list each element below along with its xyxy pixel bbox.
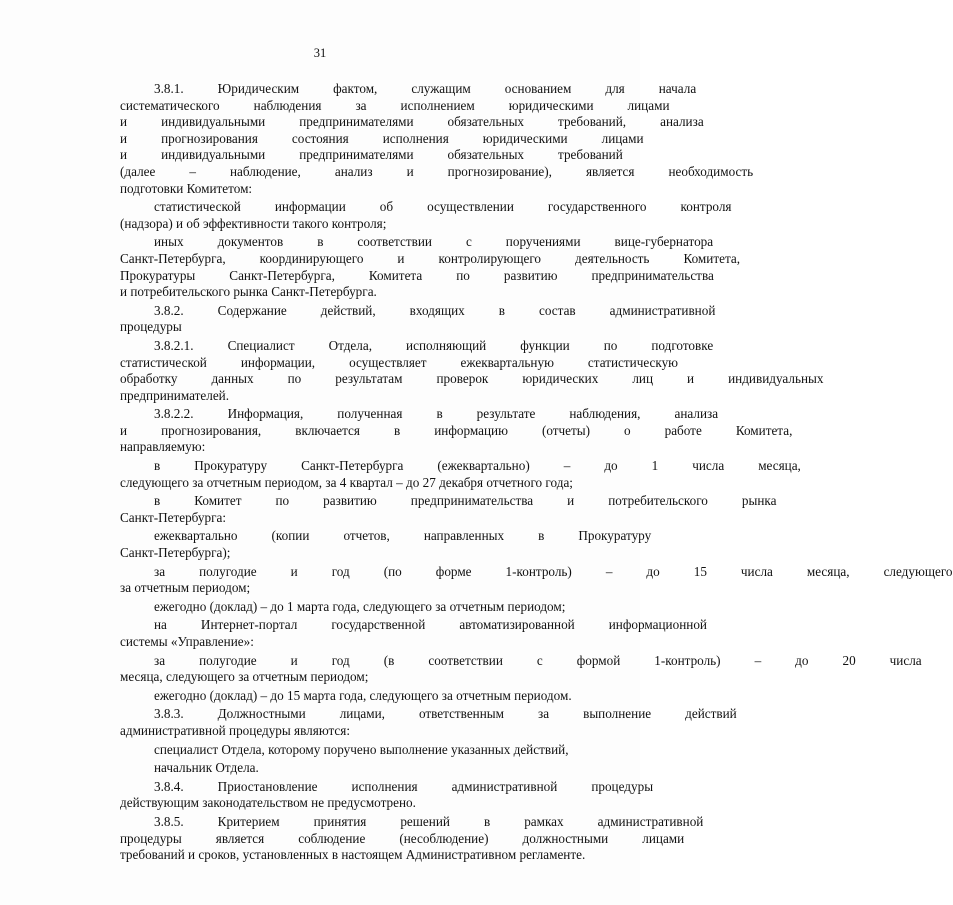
word: с [536, 652, 543, 668]
word: – [563, 458, 571, 474]
word: 3.8.5. [154, 813, 184, 829]
paragraph-p-polugodie1 [86, 563, 953, 597]
word: и [397, 250, 405, 266]
word: Санкт-Петербурга [301, 458, 404, 474]
word: исполнения [351, 778, 418, 794]
word: за [538, 706, 550, 722]
word: – [189, 163, 196, 179]
word: ежеквартальную [460, 354, 554, 370]
word: Комитета, [683, 250, 741, 266]
word: наблюдения [253, 97, 322, 113]
word: ежеквартально [154, 528, 238, 544]
word: о [624, 422, 631, 438]
word: Должностными [217, 706, 306, 722]
word: соблюдение [298, 830, 366, 846]
text-line [86, 493, 777, 510]
word: работе [664, 422, 702, 438]
word: информацию [434, 422, 508, 438]
text-line: процедуры [120, 319, 182, 335]
text-line [86, 130, 644, 148]
word: наблюдения, [569, 406, 641, 422]
word: индивидуальными [161, 114, 266, 130]
word: полугодие [199, 563, 257, 579]
text-line: (надзора) и об эффективности такого контроля; [120, 215, 387, 231]
word: числа [740, 563, 773, 579]
text-line [86, 563, 953, 581]
word: (ежеквартально) [437, 458, 530, 474]
text-line [86, 163, 754, 181]
text-line: действующим законодательством не предусмотрено. [120, 795, 416, 811]
word: – [605, 563, 613, 579]
word: об [379, 199, 394, 215]
word: поручениями [505, 234, 581, 250]
word: автоматизированной [459, 617, 575, 633]
word: следующего [883, 563, 953, 579]
word: Прокуратуру [194, 458, 268, 474]
word: осуществляет [349, 354, 427, 370]
word: информации, [240, 354, 316, 370]
word: за [154, 652, 166, 668]
text-line [86, 199, 732, 216]
text-line: начальник Отдела. [154, 760, 259, 776]
word: 3.8.1. [154, 81, 184, 96]
paragraph-p3-8-1 [86, 81, 754, 197]
word: 3.8.4. [154, 778, 184, 794]
text-line [86, 354, 679, 372]
word: контролирующего [438, 250, 541, 266]
word: необходимость [668, 163, 754, 179]
word: данных [211, 371, 254, 387]
word: до [795, 652, 809, 668]
text-line [86, 778, 654, 796]
word: информации [274, 199, 346, 215]
word: в [154, 493, 161, 509]
document-body [86, 81, 953, 864]
word: и [687, 371, 695, 387]
paragraph-p-spec [86, 742, 598, 759]
word: в [498, 302, 506, 318]
word: деятельность [575, 250, 650, 266]
text-line: системы «Управление»: [120, 634, 254, 649]
text-line [86, 706, 737, 723]
word: год [331, 652, 350, 668]
word: лицами, [339, 706, 385, 722]
word: юридическими [508, 97, 594, 113]
word: по [456, 267, 470, 283]
word: результатам [335, 371, 403, 387]
word: исполнения [382, 130, 449, 146]
word: принятия [313, 813, 367, 829]
word: ответственным [418, 706, 505, 722]
paragraph-p3-8-4 [86, 778, 654, 812]
word: действий, [320, 302, 376, 318]
paragraph-p3-8-2-2 [86, 406, 793, 456]
word: 1 [651, 458, 659, 474]
word: осуществлении [427, 199, 514, 215]
word: (несоблюдение) [399, 830, 489, 846]
word: и [120, 422, 128, 438]
word: в [393, 422, 401, 438]
word: лицами [642, 830, 685, 846]
text-line [86, 617, 707, 634]
word: предпринимательства [591, 267, 714, 283]
word: выполнение [583, 706, 652, 722]
word: развитию [323, 493, 377, 509]
word: Комитет [194, 493, 242, 509]
word: должностными [522, 830, 609, 846]
word: с [465, 234, 472, 250]
word: полученная [337, 406, 403, 422]
word: координирующего [259, 250, 364, 266]
word: начала [658, 81, 697, 96]
word: обязательных [447, 147, 525, 163]
word: Информация, [227, 406, 304, 422]
word: 3.8.2.1. [154, 337, 194, 353]
word: по [287, 371, 302, 387]
text-line [86, 422, 793, 440]
text-line [86, 250, 741, 268]
word: обязательных [447, 114, 525, 130]
word: состав [539, 302, 576, 318]
word: и [567, 493, 575, 509]
word: (отчеты) [541, 422, 591, 438]
word: состояния [291, 130, 349, 146]
word: 20 [842, 652, 856, 668]
paragraph-p-polugodie2 [86, 652, 922, 686]
word: отчетов, [343, 528, 390, 544]
word: Интернет-портал [200, 617, 298, 633]
word: решений [400, 813, 450, 829]
word: рынка [741, 493, 777, 509]
word: прогнозирования [161, 130, 258, 146]
word: фактом, [333, 81, 378, 96]
paragraph-p-inyh [86, 234, 741, 300]
word: входящих [409, 302, 465, 318]
word: в [538, 528, 545, 544]
word: в [317, 234, 324, 250]
word: обработку [120, 371, 178, 387]
word: результате [476, 406, 536, 422]
word: развитию [503, 267, 558, 283]
word: статистическую [587, 354, 679, 370]
word: и [120, 147, 128, 163]
word: 3.8.2. [154, 302, 184, 318]
word: анализа [660, 114, 704, 130]
word: процедуры [591, 778, 654, 794]
text-line [86, 528, 652, 545]
paragraph-p3-8-5 [86, 813, 704, 864]
word: является [215, 830, 265, 846]
word: индивидуальными [161, 147, 266, 163]
word: соответствии [357, 234, 432, 250]
text-line [86, 813, 704, 831]
paragraph-p-ezhekv [86, 528, 652, 561]
word: Специалист [227, 337, 295, 353]
word: индивидуальных [728, 371, 824, 387]
word: до [646, 563, 660, 579]
word: Прокуратуру [578, 528, 652, 544]
word: Критерием [217, 813, 280, 829]
word: является [585, 163, 635, 179]
text-line [86, 114, 704, 131]
paragraph-p3-8-2 [86, 302, 716, 336]
word: за [355, 97, 367, 113]
text-line: следующего за отчетным периодом, за 4 квартал – до 27 декабря отчетного года; [120, 474, 573, 490]
text-line: направляемую: [120, 439, 206, 455]
paragraph-p-komitet [86, 493, 777, 526]
text-line [86, 147, 623, 164]
word: статистической [120, 354, 207, 370]
word: юридических [522, 371, 599, 387]
word: год [331, 563, 350, 579]
word: (по [383, 563, 402, 579]
word: государственной [331, 617, 426, 633]
paragraph-p-stat [86, 199, 732, 232]
word: месяца, [758, 458, 801, 474]
word: в [154, 458, 161, 474]
paragraph-p3-8-2-1 [86, 337, 824, 404]
text-line [86, 458, 801, 475]
paragraph-p-ezhegodno1 [86, 599, 598, 616]
paragraph-p-prok [86, 458, 801, 491]
word: Санкт-Петербурга, [120, 250, 226, 266]
word: проверок [436, 371, 489, 387]
word: предпринимателями [299, 114, 414, 130]
text-line: Санкт-Петербурга: [120, 509, 227, 525]
text-line [86, 302, 716, 320]
word: предпринимателями [299, 147, 414, 163]
word: и [290, 563, 298, 579]
word: 1-контроль) [505, 563, 572, 579]
word: – [754, 652, 762, 668]
word: в [436, 406, 443, 422]
text-line: специалист Отдела, которому поручено выполнение указанных действий, [154, 741, 569, 757]
text-line: за отчетным периодом; [120, 580, 251, 596]
word: иных [154, 234, 184, 250]
word: для [605, 81, 625, 96]
text-line [86, 97, 670, 115]
text-line: месяца, следующего за отчетным периодом; [120, 669, 369, 685]
word: числа [692, 458, 725, 474]
word: формой [576, 652, 621, 668]
word: Комитета, [735, 422, 793, 438]
word: систематического [120, 97, 220, 113]
text-line [86, 81, 697, 98]
word: основанием [504, 81, 572, 96]
text-line [86, 652, 922, 670]
word: исполняющий [406, 337, 487, 353]
text-line [86, 337, 714, 355]
word: исполнением [400, 97, 475, 113]
word: за [154, 563, 166, 579]
paragraph-p-portal [86, 617, 707, 650]
word: до [604, 458, 618, 474]
word: и [120, 114, 128, 130]
word: (в [383, 652, 395, 668]
word: наблюдение, [229, 163, 301, 179]
word: действий [685, 706, 737, 722]
word: на [154, 617, 167, 633]
text-line: и потребительского рынка Санкт-Петербурга. [120, 284, 377, 300]
word: анализа [674, 406, 719, 422]
word: в [483, 813, 491, 829]
text-line [86, 830, 685, 848]
word: форме [435, 563, 472, 579]
text-line: административной процедуры являются: [120, 722, 351, 738]
word: Прокуратуры [120, 267, 196, 283]
text-line [86, 234, 714, 251]
word: вице-губернатора [614, 234, 714, 250]
word: потребительского [608, 493, 708, 509]
word: лиц [632, 371, 654, 387]
page-number: 31 [313, 46, 327, 60]
word: лицами [601, 130, 644, 146]
word: числа [889, 652, 922, 668]
word: прогнозирования, [161, 422, 262, 438]
word: контроля [680, 199, 732, 215]
word: и [120, 130, 128, 146]
word: и [290, 652, 298, 668]
word: подготовке [651, 337, 714, 353]
text-line: требований и сроков, установленных в настоящем Административном регламенте. [120, 847, 586, 863]
word: Юридическим [217, 81, 300, 96]
word: процедуры [120, 830, 182, 846]
word: прогнозирование), [447, 163, 552, 179]
word: Санкт-Петербурга, [229, 267, 335, 283]
word: по [275, 493, 290, 509]
text-line: ежегодно (доклад) – до 15 марта года, следующего за отчетным периодом. [154, 687, 572, 703]
word: Отдела, [328, 337, 373, 353]
word: государственного [547, 199, 647, 215]
text-line: Санкт-Петербурга); [120, 545, 231, 561]
word: анализ [334, 163, 373, 179]
word: (копии [271, 528, 310, 544]
text-line: предпринимателей. [120, 387, 230, 403]
word: административной [609, 302, 716, 318]
word: месяца, [806, 563, 850, 579]
paragraph-p-ezhegodno2 [86, 688, 598, 705]
word: полугодие [199, 652, 257, 668]
word: предпринимательства [410, 493, 534, 509]
word: 3.8.2.2. [154, 406, 194, 422]
word: рамках [524, 813, 564, 829]
word: Приостановление [217, 778, 318, 794]
word: 3.8.3. [154, 706, 184, 722]
text-line [86, 267, 714, 285]
word: административной [451, 778, 558, 794]
word: (далее [120, 163, 156, 179]
word: юридическими [482, 130, 568, 146]
word: статистической [154, 199, 241, 215]
word: соответствии [428, 652, 503, 668]
word: лицами [627, 97, 670, 113]
word: административной [597, 813, 704, 829]
word: Содержание [217, 302, 287, 318]
text-line [86, 406, 719, 423]
word: Комитета [368, 267, 423, 283]
text-line [86, 371, 824, 388]
word: функции [520, 337, 570, 353]
word: требований [558, 147, 623, 163]
text-line: ежегодно (доклад) – до 1 марта года, следующего за отчетным периодом; [154, 598, 566, 614]
word: требований, [558, 114, 627, 130]
paragraph-p3-8-3 [86, 706, 737, 739]
word: 15 [693, 563, 707, 579]
word: направленных [423, 528, 505, 544]
paragraph-p-nach [86, 760, 598, 777]
word: включается [295, 422, 360, 438]
word: документов [217, 234, 284, 250]
word: и [406, 163, 414, 179]
word: служащим [411, 81, 471, 96]
word: 1-контроль) [654, 652, 721, 668]
word: по [603, 337, 618, 353]
word: информационной [608, 617, 707, 633]
text-line: подготовки Комитетом: [120, 180, 253, 196]
